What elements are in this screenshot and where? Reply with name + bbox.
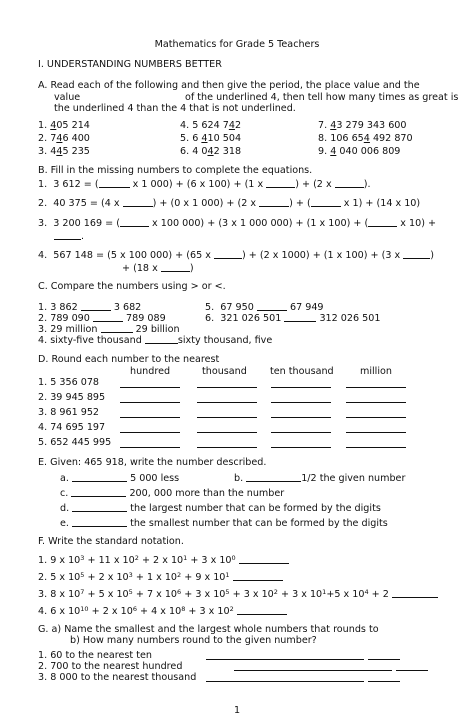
answer-blank[interactable]: [54, 231, 81, 240]
answer-blank[interactable]: [392, 589, 438, 598]
answer-line[interactable]: [346, 402, 406, 403]
part-a-instruction: of the underlined 4, then tell how many times as great is: [185, 92, 459, 103]
expanded-form-1: 1. 9 x $10^3 + 11$ x $10^2 + 2$ x $10^1 + 3$ x $10^0$: [38, 555, 289, 566]
part-a-item: 2. 746 400: [38, 133, 90, 144]
compare-item: 5. 67 950 67 949: [205, 302, 324, 313]
answer-line[interactable]: [346, 447, 406, 448]
column-header: thousand: [202, 366, 247, 377]
column-header: ten thousand: [270, 366, 334, 377]
part-a-item: 7. 43 279 343 600: [318, 120, 407, 131]
describe-item: d. the largest number that can be formed by the digits: [60, 503, 381, 514]
answer-blank[interactable]: [72, 503, 127, 512]
part-a-item: 4. 5 624 742: [180, 120, 242, 131]
answer-blank[interactable]: [259, 198, 289, 207]
answer-line[interactable]: [271, 447, 331, 448]
answer-line[interactable]: [346, 417, 406, 418]
answer-blank[interactable]: [93, 313, 123, 322]
answer-blank[interactable]: [161, 263, 190, 272]
answer-blank[interactable]: [101, 324, 133, 333]
part-e-instruction: E. Given: 465 918, write the number described.: [38, 457, 267, 468]
underlined-digit: 4: [363, 133, 370, 144]
answer-line[interactable]: [197, 402, 257, 403]
answer-blank[interactable]: [214, 250, 242, 259]
answer-blank[interactable]: [120, 218, 149, 227]
compare-item: 3. 29 million 29 billion: [38, 324, 180, 335]
answer-blank[interactable]: [71, 488, 126, 497]
answer-blank[interactable]: [257, 302, 287, 311]
underlined-digit: 4: [330, 146, 337, 157]
underlined-digit: 4: [201, 133, 208, 144]
underlined-digit: 4: [56, 146, 63, 157]
answer-line[interactable]: [368, 681, 400, 682]
expanded-form-3: 3. 8 x $10^7 + 5$ x $10^5 + 7$ x $10^6 + 3$ x $10^5 + 3$ x $10^2 + 3$ x $10^1+5$ x $10^4 + 2$: [38, 589, 438, 600]
equation-3: 3. 3 200 169 = ( x 100 000) + (3 x 1 000 000) + (1 x 100) + ( x 10) +: [38, 218, 437, 229]
part-a-item: 3. 445 235: [38, 146, 90, 157]
column-header: million: [360, 366, 392, 377]
part-a-item: 9. 4 040 006 809: [318, 146, 401, 157]
answer-line[interactable]: [120, 402, 180, 403]
answer-line[interactable]: [346, 387, 406, 388]
equation-4-cont: + (18 x ): [122, 263, 194, 274]
equation-2: 2. 40 375 = (4 x ) + (0 x 1 000) + (2 x ) + ( x 1) + (14 x 10): [38, 198, 421, 209]
describe-item: e. the smallest number that can be formed by the digits: [60, 518, 388, 529]
answer-line[interactable]: [197, 432, 257, 433]
answer-blank[interactable]: [403, 250, 430, 259]
answer-blank[interactable]: [145, 335, 178, 344]
underlined-digit: 4: [50, 120, 57, 131]
expanded-form-4: 4. 6 x $10^{10} + 2$ x $10^6 + 4$ x $10^8 + 3$ x $10^2$: [38, 606, 287, 617]
answer-line[interactable]: [271, 402, 331, 403]
page-title: Mathematics for Grade 5 Teachers: [154, 39, 320, 50]
describe-item: b. 1/2 the given number: [234, 473, 406, 484]
part-g-instruction: G. a) Name the smallest and the largest whole numbers that rounds to: [38, 624, 379, 635]
answer-line[interactable]: [206, 681, 364, 682]
part-g-instruction: b) How many numbers round to the given number?: [70, 635, 317, 646]
answer-line[interactable]: [120, 447, 180, 448]
part-a-instruction: the underlined 4 than the 4 that is not underlined.: [54, 103, 296, 114]
section-heading: I. UNDERSTANDING NUMBERS BETTER: [38, 59, 222, 70]
page-number: 1: [233, 705, 241, 716]
answer-line[interactable]: [234, 670, 392, 671]
equation-3-cont: .: [54, 231, 84, 242]
range-item: 3. 8 000 to the nearest thousand: [38, 672, 197, 683]
expanded-form-2: 2. 5 x $10^5 + 2$ x $10^3 + 1$ x $10^2 + 9$ x $10^1$: [38, 572, 283, 583]
answer-blank[interactable]: [266, 179, 295, 188]
describe-item: c. 200, 000 more than the number: [60, 488, 285, 499]
round-item: 1. 5 356 078: [38, 377, 100, 388]
answer-blank[interactable]: [72, 473, 127, 482]
compare-item: 2. 789 090 789 089: [38, 313, 166, 324]
column-header: hundred: [130, 366, 171, 377]
part-a-instruction: value: [54, 92, 81, 103]
answer-line[interactable]: [197, 447, 257, 448]
underlined-digit: 4: [207, 146, 214, 157]
answer-blank[interactable]: [237, 606, 287, 615]
answer-blank[interactable]: [99, 179, 130, 188]
underlined-digit: 4: [228, 120, 235, 131]
answer-line[interactable]: [346, 432, 406, 433]
answer-blank[interactable]: [81, 302, 111, 311]
equation-4: 4. 567 148 = (5 x 100 000) + (65 x ) + (2 x 1000) + (1 x 100) + (3 x ): [38, 250, 434, 261]
answer-line[interactable]: [271, 417, 331, 418]
answer-blank[interactable]: [72, 518, 127, 527]
underlined-digit: 4: [330, 120, 337, 131]
answer-line[interactable]: [120, 387, 180, 388]
compare-item: 6. 321 026 501 312 026 501: [205, 313, 381, 324]
answer-blank[interactable]: [284, 313, 316, 322]
compare-item: 1. 3 862 3 682: [38, 302, 142, 313]
answer-blank[interactable]: [246, 473, 301, 482]
part-a-item: 8. 106 654 492 870: [318, 133, 413, 144]
underlined-digit: 4: [56, 133, 63, 144]
part-d-instruction: D. Round each number to the nearest: [38, 354, 220, 365]
answer-line[interactable]: [120, 417, 180, 418]
answer-line[interactable]: [120, 432, 180, 433]
compare-item: 4. sixty-five thousand sixty thousand, five: [38, 335, 273, 346]
range-item: 2. 700 to the nearest hundred: [38, 661, 183, 672]
range-item: 1. 60 to the nearest ten: [38, 650, 152, 661]
describe-item: a. 5 000 less: [60, 473, 180, 484]
part-b-instruction: B. Fill in the missing numbers to complete the equations.: [38, 165, 313, 176]
answer-line[interactable]: [197, 387, 257, 388]
part-a-item: 6. 4 042 318: [180, 146, 242, 157]
round-item: 4. 74 695 197: [38, 422, 106, 433]
answer-line[interactable]: [206, 659, 364, 660]
answer-blank[interactable]: [335, 179, 364, 188]
answer-blank[interactable]: [368, 218, 397, 227]
answer-line[interactable]: [368, 659, 400, 660]
part-a-item: 1. 405 214: [38, 120, 90, 131]
round-item: 2. 39 945 895: [38, 392, 106, 403]
round-item: 5. 652 445 995: [38, 437, 112, 448]
equation-1: 1. 3 612 = ( x 1 000) + (6 x 100) + (1 x ) + (2 x ).: [38, 179, 371, 190]
answer-blank[interactable]: [123, 198, 153, 207]
part-a-instruction: A. Read each of the following and then give the period, the place value and the: [38, 80, 420, 91]
part-c-instruction: C. Compare the numbers using > or <.: [38, 281, 226, 292]
answer-blank[interactable]: [239, 555, 289, 564]
part-f-instruction: F. Write the standard notation.: [38, 536, 184, 547]
answer-line[interactable]: [271, 432, 331, 433]
answer-line[interactable]: [271, 387, 331, 388]
answer-blank[interactable]: [311, 198, 341, 207]
answer-line[interactable]: [396, 670, 428, 671]
answer-blank[interactable]: [233, 572, 283, 581]
round-item: 3. 8 961 952: [38, 407, 100, 418]
part-a-item: 5. 6 410 504: [180, 133, 242, 144]
answer-line[interactable]: [197, 417, 257, 418]
